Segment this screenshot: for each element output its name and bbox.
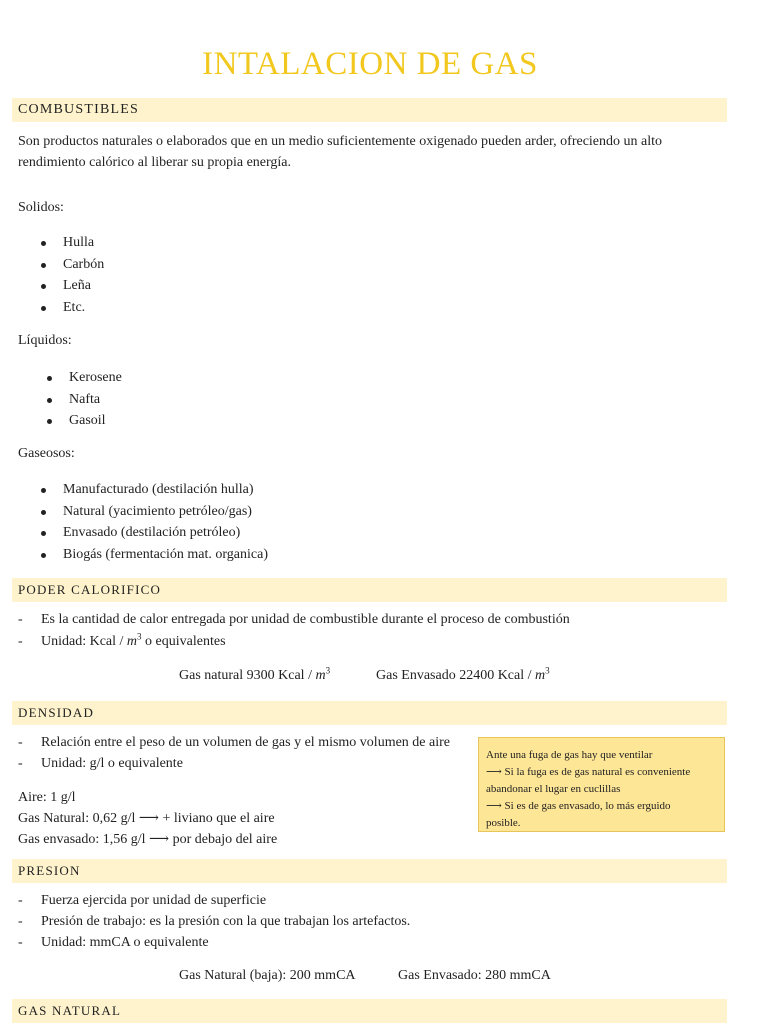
unit-exponent: 3 xyxy=(325,665,331,676)
dash-marker: - xyxy=(18,735,23,750)
list-item: Gasoil xyxy=(69,410,122,432)
section-heading-combustibles: COMBUSTIBLES xyxy=(12,98,727,122)
list-item: Hulla xyxy=(63,232,104,254)
density-aire: Aire: 1 g/l xyxy=(18,790,76,805)
solidos-label: Solidos: xyxy=(18,200,64,215)
unit-exponent: 3 xyxy=(545,665,550,676)
list-item: Envasado (destilación petróleo) xyxy=(63,522,268,544)
intro-line-2: rendimiento calórico al liberar su propia energía. xyxy=(18,155,292,170)
dash-marker: - xyxy=(18,634,23,649)
solidos-list xyxy=(63,232,104,319)
unit-m: m xyxy=(535,668,546,683)
section-heading-poder-calorifico: PODER CALORIFICO xyxy=(12,578,727,602)
unit-prefix: Unidad: Kcal / xyxy=(41,634,127,649)
section-heading-gas-natural: GAS NATURAL xyxy=(12,999,727,1023)
dash-marker: - xyxy=(18,756,23,771)
combustibles-intro xyxy=(18,131,728,173)
note-line: Ante una fuga de gas hay que ventilar xyxy=(486,749,653,761)
dash-marker: - xyxy=(18,612,23,627)
densidad-item-2-text: Unidad: g/l o equivalente xyxy=(41,756,183,771)
ge-text: Gas Envasado 22400 Kcal / xyxy=(376,668,536,683)
poder-item-2-text xyxy=(41,631,226,652)
gaseosos-list xyxy=(63,479,268,566)
dash-marker: - xyxy=(18,914,23,929)
liquidos-label: Líquidos: xyxy=(18,333,72,348)
poder-item-1-text: Es la cantidad de calor entregada por unidad de combustible durante el proceso de combustión xyxy=(41,612,570,627)
note-line: posible. xyxy=(486,817,521,829)
document-title: INTALACION DE GAS xyxy=(202,46,538,82)
unit-m: m xyxy=(315,668,326,683)
note-line: abandonar el lugar en cuclillas xyxy=(486,783,621,795)
gas-natural-calorific xyxy=(179,665,330,686)
presion-item-2-text: Presión de trabajo: es la presión con la que trabajan los artefactos. xyxy=(41,914,411,929)
note-line: ⟶ Si la fuga es de gas natural es conveniente xyxy=(486,766,691,778)
presion-item-1-text: Fuerza ejercida por unidad de superficie xyxy=(41,893,267,908)
intro-line-1: Son productos naturales o elaborados que en un medio suficientemente oxigenado pueden arder, ofreciendo un alto xyxy=(18,134,663,149)
density-gas-natural: Gas Natural: 0,62 g/l ⟶ + liviano que el aire xyxy=(18,811,275,826)
gaseosos-label: Gaseosos: xyxy=(18,446,75,461)
presion-item-3-text: Unidad: mmCA o equivalente xyxy=(41,935,209,950)
list-item: Manufacturado (destilación hulla) xyxy=(63,479,268,501)
presion-gas-envasado: Gas Envasado: 280 mmCA xyxy=(398,968,551,983)
gn-text: Gas natural 9300 Kcal / xyxy=(179,668,316,683)
dash-marker: - xyxy=(18,935,23,950)
gas-envasado-calorific xyxy=(376,665,550,686)
list-item: Leña xyxy=(63,275,104,297)
densidad-item-1-text: Relación entre el peso de un volumen de gas y el mismo volumen de aire xyxy=(41,735,450,750)
unit-m: m xyxy=(126,634,138,649)
unit-suffix: o equivalentes xyxy=(141,634,226,649)
dash-marker: - xyxy=(18,893,23,908)
list-item: Carbón xyxy=(63,254,104,276)
list-item: Etc. xyxy=(63,297,104,319)
unit-exponent: 3 xyxy=(137,631,142,642)
liquidos-list xyxy=(69,367,122,432)
note-line: ⟶ Si es de gas envasado, lo más erguido xyxy=(486,800,671,812)
list-item: Kerosene xyxy=(69,367,122,389)
safety-note-comment xyxy=(478,737,725,832)
list-item: Natural (yacimiento petróleo/gas) xyxy=(63,501,268,523)
section-heading-densidad: DENSIDAD xyxy=(12,701,727,725)
section-heading-presion: PRESION xyxy=(12,859,727,883)
list-item: Nafta xyxy=(69,389,122,411)
density-gas-envasado: Gas envasado: 1,56 g/l ⟶ por debajo del aire xyxy=(18,832,278,847)
presion-gas-natural: Gas Natural (baja): 200 mmCA xyxy=(179,968,356,983)
list-item: Biogás (fermentación mat. organica) xyxy=(63,544,268,566)
